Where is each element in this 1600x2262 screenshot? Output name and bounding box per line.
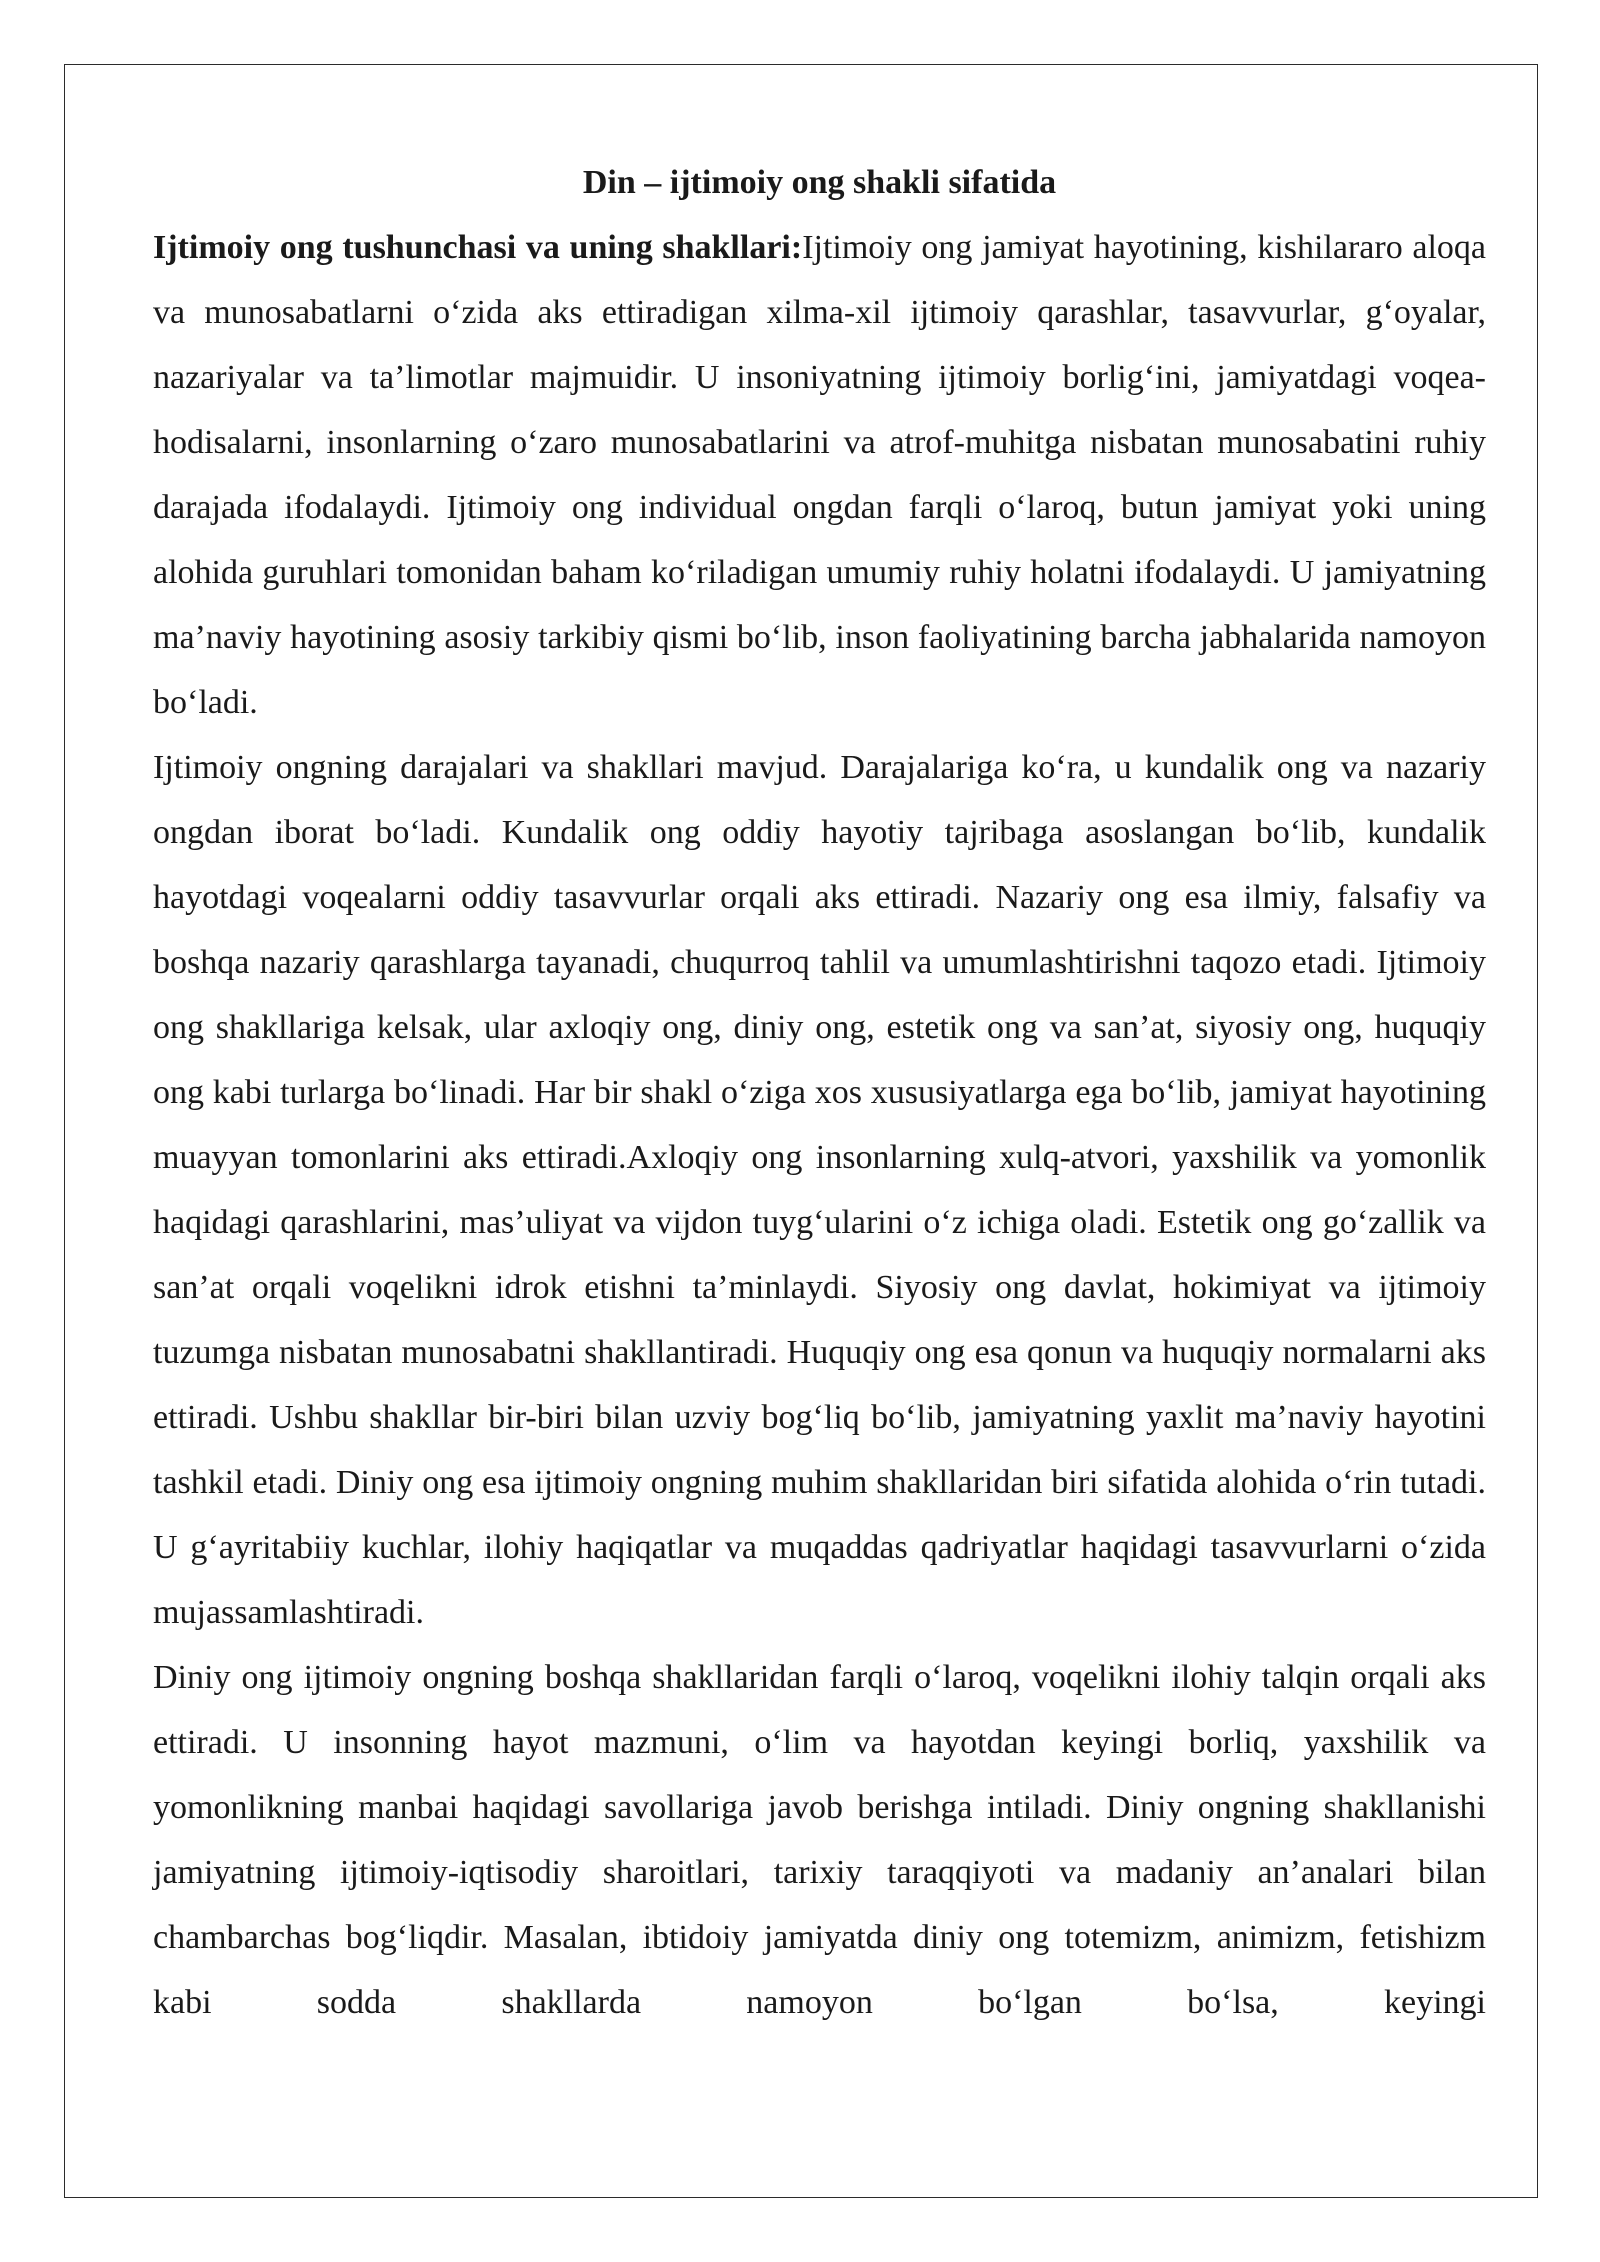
paragraph-1-text: Ijtimoiy ong jamiyat hayotining, kishilararo aloqa va munosabatlarni o‘zida aks ettiradigan xilma-xil ijtimoiy qarashlar, tasavvurlar, g‘oyalar, nazariyalar va ta’limotlar majmuidir. U insoniyatning ijtimoiy borlig‘ini, jamiyatdagi voqea-hodisalarni, insonlarning o‘zaro munosabatlarini va atrof-muhitga nisbatan munosabatini ruhiy darajada ifodalaydi. Ijtimoiy ong individual ongdan farqli o‘laroq, butun jamiyat yoki uning alohida guruhlari tomonidan baham ko‘riladigan umumiy ruhiy holatni ifodalaydi. U jamiyatning ma’naviy hayotining asosiy tarkibiy qismi bo‘lib, inson faoliyatining barcha jabhalarida namoyon bo‘ladi. — [153, 229, 1486, 721]
document-body — [153, 150, 1486, 2035]
section-heading: Ijtimoiy ong tushunchasi va uning shakllari: — [153, 229, 803, 266]
paragraph-3: Diniy ong ijtimoiy ongning boshqa shakllaridan farqli o‘laroq, voqelikni ilohiy talqin orqali aks ettiradi. U insonning hayot mazmuni, o‘lim va hayotdan keyingi borliq, yaxshilik va yomonlikning manbai haqidagi savollariga javob berishga intiladi. Diniy ongning shakllanishi jamiyatning ijtimoiy-iqtisodiy sharoitlari, tarixiy taraqqiyoti va madaniy an’analari bilan chambarchas bog‘liqdir. Masalan, ibtidoiy jamiyatda diniy ong totemizm, animizm, fetishizm kabi sodda shakllarda namoyon bo‘lgan bo‘lsa, keyingi — [153, 1659, 1486, 2021]
paragraph-2: Ijtimoiy ongning darajalari va shakllari mavjud. Darajalariga ko‘ra, u kundalik ong va nazariy ongdan iborat bo‘ladi. Kundalik ong oddiy hayotiy tajribaga asoslangan bo‘lib, kundalik hayotdagi voqealarni oddiy tasavvurlar orqali aks ettiradi. Nazariy ong esa ilmiy, falsafiy va boshqa nazariy qarashlarga tayanadi, chuqurroq tahlil va umumlashtirishni taqozo etadi. Ijtimoiy ong shakllariga kelsak, ular axloqiy ong, diniy ong, estetik ong va san’at, siyosiy ong, huquqiy ong kabi turlarga bo‘linadi. Har bir shakl o‘ziga xos xususiyatlarga ega bo‘lib, jamiyat hayotining muayyan tomonlarini aks ettiradi.Axloqiy ong insonlarning xulq-atvori, yaxshilik va yomonlik haqidagi qarashlarini, mas’uliyat va vijdon tuyg‘ularini o‘z ichiga oladi. Estetik ong go‘zallik va san’at orqali voqelikni idrok etishni ta’minlaydi. Siyosiy ong davlat, hokimiyat va ijtimoiy tuzumga nisbatan munosabatni shakllantiradi. Huquqiy ong esa qonun va huquqiy normalarni aks ettiradi. Ushbu shakllar bir-biri bilan uzviy bog‘liq bo‘lib, jamiyatning yaxlit ma’naviy hayotini tashkil etadi. Diniy ong esa ijtimoiy ongning muhim shakllaridan biri sifatida alohida o‘rin tutadi. U g‘ayritabiiy kuchlar, ilohiy haqiqatlar va muqaddas qadriyatlar haqidagi tasavvurlarni o‘zida mujassamlashtiradi. — [153, 749, 1486, 1631]
document-title: Din – ijtimoiy ong shakli sifatida — [582, 164, 1057, 201]
paragraph-1 — [153, 215, 1486, 735]
